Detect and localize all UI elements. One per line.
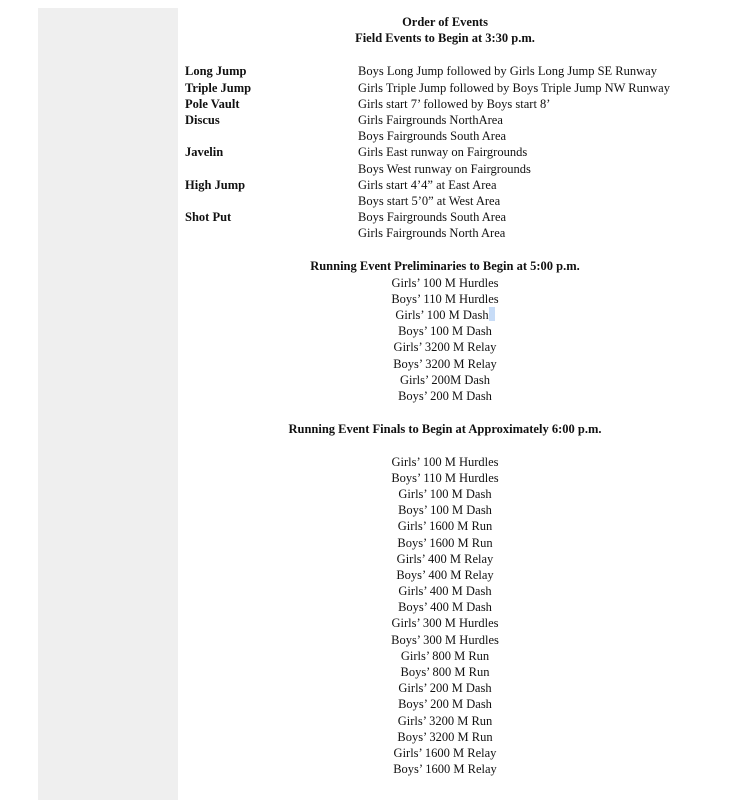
list-item: Girls’ 800 M Run xyxy=(400,648,490,663)
field-event-label: Discus xyxy=(185,112,220,127)
field-event-desc: Boys start 5’0” at West Area xyxy=(358,193,501,208)
list-item: Girls’ 3200 M Relay xyxy=(393,340,497,355)
finals-heading: Running Event Finals to Begin at Approximately 6:00 p.m. xyxy=(288,422,602,437)
preliminaries-heading: Running Event Preliminaries to Begin at 5:00 p.m. xyxy=(310,259,580,274)
field-events-heading: Field Events to Begin at 3:30 p.m. xyxy=(355,31,535,46)
list-item: Boys’ 200 M Dash xyxy=(398,697,492,712)
field-event-desc: Boys Fairgrounds South Area xyxy=(358,129,507,144)
list-item: Boys’ 110 M Hurdles xyxy=(391,291,499,306)
field-event-label: Triple Jump xyxy=(185,80,252,95)
blank-line xyxy=(185,437,705,453)
field-event-desc: Girls start 4’4” at East Area xyxy=(358,177,497,192)
text-cursor-highlight xyxy=(489,307,495,321)
field-event-row xyxy=(185,63,705,79)
preliminaries-list xyxy=(185,275,705,405)
list-item: Girls’ 1600 M Run xyxy=(397,519,493,534)
list-item: Girls’ 300 M Hurdles xyxy=(391,616,499,631)
field-event-row xyxy=(185,161,705,177)
field-event-row xyxy=(185,177,705,193)
list-item: Boys’ 100 M Dash xyxy=(398,503,492,518)
field-event-label: Shot Put xyxy=(185,210,232,225)
list-item: Girls’ 100 M Dash xyxy=(398,486,492,501)
list-item: Boys’ 100 M Dash xyxy=(398,324,492,339)
field-event-row xyxy=(185,112,705,128)
field-event-desc: Girls Fairgrounds NorthArea xyxy=(358,112,503,127)
field-event-label: Long Jump xyxy=(185,64,247,79)
field-event-desc: Girls East runway on Fairgrounds xyxy=(358,145,528,160)
list-item xyxy=(185,307,705,323)
list-item: Boys’ 800 M Run xyxy=(400,665,490,679)
preliminaries-section xyxy=(185,258,705,404)
list-item: Girls’ 400 M Dash xyxy=(398,584,492,599)
field-event-desc: Girls Fairgrounds North Area xyxy=(358,226,506,241)
list-item: Boys’ 400 M Dash xyxy=(398,600,492,615)
field-event-desc: Girls Triple Jump followed by Boys Triple Jump NW Runway xyxy=(358,80,670,95)
list-item: Girls’ 200 M Dash xyxy=(398,681,492,696)
list-item: Girls’ 200M Dash xyxy=(399,372,491,387)
finals-list xyxy=(185,454,705,778)
list-item: Boys’ 3200 M Relay xyxy=(393,356,497,371)
left-margin-panel xyxy=(38,8,178,800)
list-item-text: Girls’ 100 M Dash xyxy=(395,308,489,323)
field-event-desc: Boys Long Jump followed by Girls Long Jump SE Runway xyxy=(358,64,657,79)
document-title: Order of Events xyxy=(402,15,488,29)
list-item: Boys’ 300 M Hurdles xyxy=(391,632,499,647)
field-event-label: Pole Vault xyxy=(185,96,240,111)
list-item: Boys’ 200 M Dash xyxy=(398,388,492,403)
document-page[interactable] xyxy=(185,14,705,777)
list-item: Girls’ 3200 M Run xyxy=(397,713,493,728)
field-events-table xyxy=(185,63,705,241)
list-item: Girls’ 400 M Relay xyxy=(396,551,494,566)
field-event-desc: Boys Fairgrounds South Area xyxy=(358,210,507,225)
list-item: Girls’ 1600 M Relay xyxy=(393,745,497,760)
field-event-row xyxy=(185,209,705,225)
field-event-row xyxy=(185,225,705,241)
list-item: Girls’ 100 M Hurdles xyxy=(391,454,499,469)
list-item: Boys’ 110 M Hurdles xyxy=(391,470,499,485)
field-event-label: Javelin xyxy=(185,145,224,160)
list-item: Boys’ 400 M Relay xyxy=(396,567,494,582)
field-event-row xyxy=(185,193,705,209)
list-item: Boys’ 1600 M Run xyxy=(397,535,493,550)
list-item: Boys’ 3200 M Run xyxy=(397,729,493,744)
list-item: Boys’ 1600 M Relay xyxy=(393,762,497,777)
field-event-row xyxy=(185,96,705,112)
field-event-row xyxy=(185,80,705,96)
field-event-desc: Girls start 7’ followed by Boys start 8’ xyxy=(358,96,551,111)
finals-section xyxy=(185,421,705,777)
list-item: Girls’ 100 M Hurdles xyxy=(391,275,499,290)
field-event-desc: Boys West runway on Fairgrounds xyxy=(358,161,531,176)
field-event-label: High Jump xyxy=(185,177,246,192)
field-event-row xyxy=(185,144,705,160)
field-event-row xyxy=(185,128,705,144)
